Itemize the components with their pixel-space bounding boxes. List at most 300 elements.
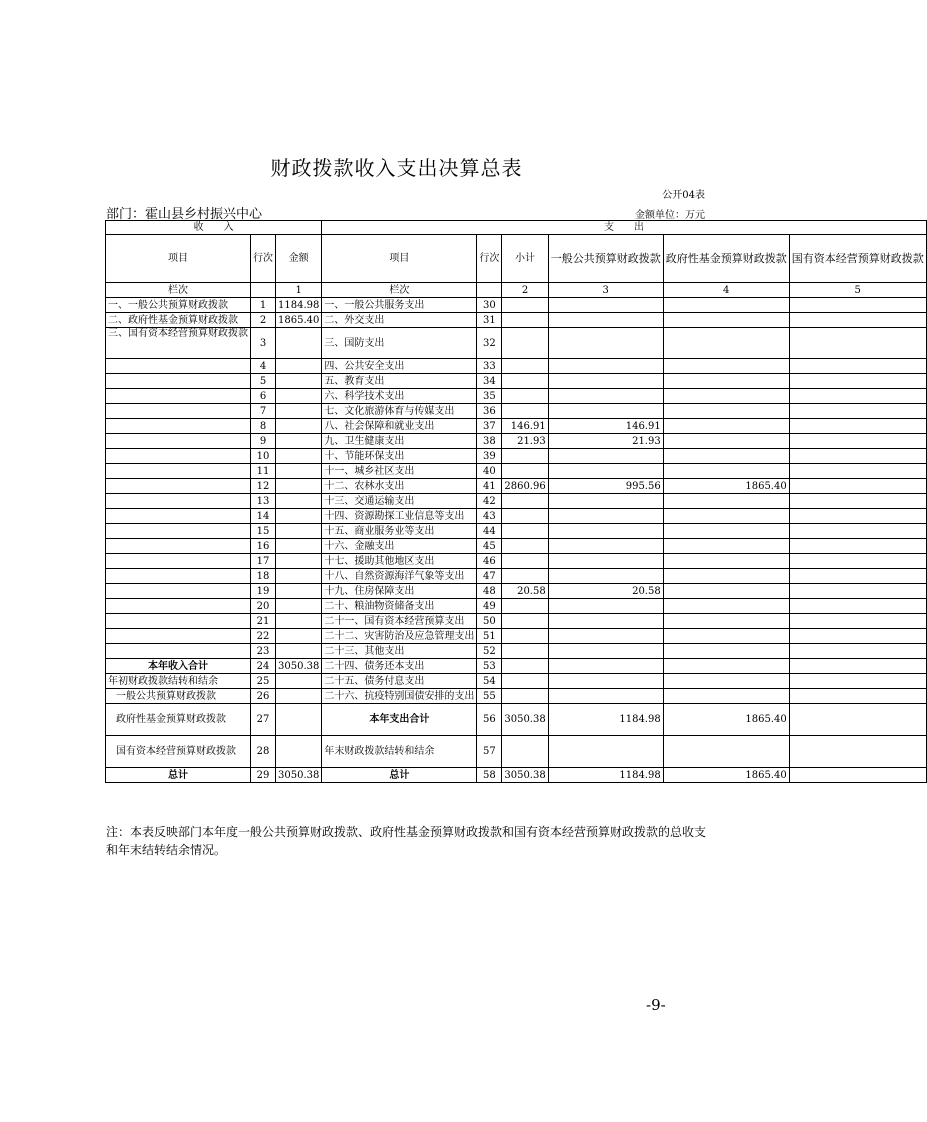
subtotal-value [502,674,548,689]
general-budget-value [548,374,663,389]
table-row [106,736,927,768]
subtotal-value [502,449,548,464]
table-row [106,494,927,509]
state-capital-value [789,674,926,689]
col-index-5: 5 [789,283,926,298]
general-budget-value [548,389,663,404]
expense-line: 53 [477,659,502,674]
income-line: 20 [251,599,276,614]
subtotal-value [502,614,548,629]
income-amount [276,494,322,509]
expense-item: 二十六、抗疫特别国债安排的支出 [322,689,477,704]
expense-item: 七、文化旅游体育与传媒支出 [322,404,477,419]
expense-item: 十七、援助其他地区支出 [322,554,477,569]
expense-header: 支 出 [322,221,926,235]
fund-budget-value: 1865.40 [663,704,789,736]
expense-line: 44 [477,524,502,539]
fund-budget-header: 政府性基金预算财政拨款 [663,235,789,283]
fund-budget-value [663,509,789,524]
state-capital-value [789,554,926,569]
table-row [106,359,927,374]
expense-item: 二十四、债务还本支出 [322,659,477,674]
expense-line: 32 [477,328,502,359]
expense-line: 54 [477,674,502,689]
fund-budget-value [663,689,789,704]
page-number: -9- [646,996,666,1014]
state-capital-value [789,509,926,524]
income-amount [276,736,322,768]
fund-budget-value [663,584,789,599]
expense-line: 36 [477,404,502,419]
subtotal-value [502,689,548,704]
table-row [106,404,927,419]
expense-line: 46 [477,554,502,569]
general-budget-value [548,449,663,464]
income-line: 25 [251,674,276,689]
subtotal-value [502,389,548,404]
expense-line: 34 [477,374,502,389]
state-capital-value [789,434,926,449]
table-row [106,328,927,359]
subtotal-value: 3050.38 [502,704,548,736]
footnote: 注：本表反映部门本年度一般公共预算财政拨款、政府性基金预算财政拨款和国有资本经营预算财政拨款的总收支和年末结转结余情况。 [106,825,707,857]
income-amount-header: 金额 [276,235,322,283]
income-item [106,524,251,539]
income-amount [276,554,322,569]
col-label-2: 栏次 [322,283,477,298]
subtotal-value [502,736,548,768]
income-amount [276,614,322,629]
general-budget-value [548,524,663,539]
income-item [106,509,251,524]
subtotal-value [502,644,548,659]
col-index-3: 3 [548,283,663,298]
income-item [106,629,251,644]
fund-budget-value [663,629,789,644]
subtotal-value: 146.91 [502,419,548,434]
subtotal-value [502,569,548,584]
subtotal-value: 21.93 [502,434,548,449]
general-budget-value [548,404,663,419]
expense-line: 48 [477,584,502,599]
fund-budget-value [663,736,789,768]
income-item [106,599,251,614]
income-line: 29 [251,768,276,783]
table-row [106,524,927,539]
general-budget-value [548,629,663,644]
expense-item: 五、教育支出 [322,374,477,389]
income-amount [276,644,322,659]
income-amount [276,479,322,494]
income-amount [276,599,322,614]
general-budget-value [548,313,663,328]
budget-table [105,220,927,783]
income-item: 年初财政拨款结转和结余 [106,674,251,689]
fund-budget-value: 1865.40 [663,768,789,783]
income-line: 27 [251,704,276,736]
income-amount [276,404,322,419]
state-capital-value [789,494,926,509]
expense-item: 一、一般公共服务支出 [322,298,477,313]
general-budget-value [548,569,663,584]
income-item [106,479,251,494]
table-row [106,554,927,569]
state-capital-value [789,404,926,419]
state-capital-value [789,464,926,479]
expense-item: 十二、农林水支出 [322,479,477,494]
fund-budget-value [663,539,789,554]
income-item: 二、政府性基金预算财政拨款 [106,313,251,328]
state-capital-value [789,569,926,584]
report-title: 财政拨款收入支出决算总表 [270,156,523,180]
state-capital-value [789,479,926,494]
income-amount [276,464,322,479]
fund-budget-value [663,554,789,569]
income-item: 政府性基金预算财政拨款 [106,704,251,736]
table-row [106,298,927,313]
department-label: 部门：霍山县乡村振兴中心 [106,207,263,222]
income-line: 15 [251,524,276,539]
expense-line: 51 [477,629,502,644]
col-index-1: 1 [276,283,322,298]
expense-item: 十六、金融支出 [322,539,477,554]
fund-budget-value [663,298,789,313]
fund-budget-value [663,389,789,404]
expense-item: 四、公共安全支出 [322,359,477,374]
table-row [106,419,927,434]
income-amount: 3050.38 [276,768,322,783]
income-line: 9 [251,434,276,449]
expense-item: 年末财政拨款结转和结余 [322,736,477,768]
expense-line: 57 [477,736,502,768]
income-item [106,539,251,554]
income-amount [276,449,322,464]
expense-line: 56 [477,704,502,736]
income-item [106,644,251,659]
table-row [106,659,927,674]
fund-budget-value [663,434,789,449]
income-item [106,434,251,449]
income-amount [276,434,322,449]
expense-line: 52 [477,644,502,659]
income-item-header: 项目 [106,235,251,283]
general-budget-value [548,689,663,704]
expense-item: 九、卫生健康支出 [322,434,477,449]
subtotal-value [502,539,548,554]
expense-item: 十三、交通运输支出 [322,494,477,509]
subtotal-value [502,374,548,389]
state-capital-value [789,389,926,404]
state-capital-header: 国有资本经营预算财政拨款 [789,235,926,283]
income-amount [276,539,322,554]
fund-budget-value [663,614,789,629]
general-budget-header: 一般公共预算财政拨款 [548,235,663,283]
expense-item: 六、科学技术支出 [322,389,477,404]
expense-item-header: 项目 [322,235,477,283]
state-capital-value [789,689,926,704]
expense-item: 十八、自然资源海洋气象等支出 [322,569,477,584]
expense-line: 50 [477,614,502,629]
table-row [106,674,927,689]
income-line: 22 [251,629,276,644]
general-budget-value: 146.91 [548,419,663,434]
general-budget-value [548,614,663,629]
general-budget-value: 21.93 [548,434,663,449]
expense-item: 二十、粮油物资储备支出 [322,599,477,614]
fund-budget-value [663,674,789,689]
income-item [106,359,251,374]
subtotal-value [502,659,548,674]
general-budget-value: 20.58 [548,584,663,599]
income-line: 12 [251,479,276,494]
income-amount [276,569,322,584]
expense-line: 31 [477,313,502,328]
state-capital-value [789,539,926,554]
expense-line: 55 [477,689,502,704]
expense-line: 33 [477,359,502,374]
column-index-row [106,283,927,298]
expense-item: 二十三、其他支出 [322,644,477,659]
expense-line: 39 [477,449,502,464]
subtotal-value [502,599,548,614]
income-line: 19 [251,584,276,599]
state-capital-value [789,313,926,328]
state-capital-value [789,704,926,736]
expense-item: 十九、住房保障支出 [322,584,477,599]
table-row [106,599,927,614]
table-row [106,449,927,464]
col-blank-2 [477,283,502,298]
expense-line: 42 [477,494,502,509]
income-line: 8 [251,419,276,434]
income-amount [276,584,322,599]
subtotal-value: 20.58 [502,584,548,599]
col-index-4: 4 [663,283,789,298]
fund-budget-value [663,464,789,479]
income-item: 一、一般公共预算财政拨款 [106,298,251,313]
general-budget-value [548,464,663,479]
expense-item: 十四、资源勘探工业信息等支出 [322,509,477,524]
income-line: 3 [251,328,276,359]
income-item [106,404,251,419]
state-capital-value [789,629,926,644]
income-amount [276,509,322,524]
table-row [106,389,927,404]
income-line: 28 [251,736,276,768]
income-amount [276,374,322,389]
income-item [106,584,251,599]
expense-item: 十一、城乡社区支出 [322,464,477,479]
state-capital-value [789,768,926,783]
expense-item: 二十五、债务付息支出 [322,674,477,689]
income-item [106,374,251,389]
income-item: 本年收入合计 [106,659,251,674]
income-line: 21 [251,614,276,629]
expense-item: 二十一、国有资本经营预算支出 [322,614,477,629]
general-budget-value: 995.56 [548,479,663,494]
fund-budget-value [663,659,789,674]
general-budget-value [548,554,663,569]
fund-budget-value [663,359,789,374]
state-capital-value [789,584,926,599]
income-amount [276,629,322,644]
income-line: 4 [251,359,276,374]
income-item [106,464,251,479]
income-line: 16 [251,539,276,554]
expense-line: 30 [477,298,502,313]
general-budget-value [548,599,663,614]
expense-item: 总计 [322,768,477,783]
expense-line: 58 [477,768,502,783]
income-line-header: 行次 [251,235,276,283]
state-capital-value [789,449,926,464]
table-row [106,539,927,554]
column-header-row [106,235,927,283]
fund-budget-value [663,524,789,539]
subtotal-value [502,509,548,524]
income-line: 5 [251,374,276,389]
income-amount: 3050.38 [276,659,322,674]
income-item: 一般公共预算财政拨款 [106,689,251,704]
table-row [106,584,927,599]
expense-line: 35 [477,389,502,404]
state-capital-value [789,599,926,614]
general-budget-value [548,644,663,659]
subtotal-value [502,404,548,419]
income-amount [276,419,322,434]
subtotal-header: 小计 [502,235,548,283]
unit-label: 金额单位：万元 [635,210,705,221]
income-line: 24 [251,659,276,674]
income-amount [276,674,322,689]
income-amount [276,689,322,704]
fund-budget-value [663,404,789,419]
subtotal-value: 3050.38 [502,768,548,783]
income-line: 1 [251,298,276,313]
fund-budget-value [663,569,789,584]
subtotal-value [502,629,548,644]
table-row [106,464,927,479]
income-header: 收 入 [106,221,322,235]
expense-line: 37 [477,419,502,434]
income-amount [276,359,322,374]
income-line: 11 [251,464,276,479]
income-amount [276,524,322,539]
subtotal-value [502,524,548,539]
table-row [106,509,927,524]
income-item: 国有资本经营预算财政拨款 [106,736,251,768]
income-amount [276,328,322,359]
income-line: 10 [251,449,276,464]
income-item: 总计 [106,768,251,783]
income-amount [276,389,322,404]
table-row [106,629,927,644]
income-line: 17 [251,554,276,569]
income-line: 18 [251,569,276,584]
state-capital-value [789,659,926,674]
form-number: 公开04表 [662,190,705,201]
state-capital-value [789,524,926,539]
state-capital-value [789,736,926,768]
income-line: 7 [251,404,276,419]
state-capital-value [789,359,926,374]
col-blank [251,283,276,298]
subtotal-value [502,359,548,374]
expense-item: 十、节能环保支出 [322,449,477,464]
table-row [106,704,927,736]
subtotal-value [502,298,548,313]
income-item [106,419,251,434]
expense-item: 十五、商业服务业等支出 [322,524,477,539]
state-capital-value [789,419,926,434]
expense-line: 47 [477,569,502,584]
income-line: 23 [251,644,276,659]
income-line: 26 [251,689,276,704]
general-budget-value [548,659,663,674]
income-item [106,389,251,404]
general-budget-value: 1184.98 [548,768,663,783]
subtotal-value [502,464,548,479]
fund-budget-value [663,313,789,328]
general-budget-value [548,674,663,689]
income-line: 2 [251,313,276,328]
income-item [106,569,251,584]
table-row [106,768,927,783]
expense-line: 45 [477,539,502,554]
expense-line: 43 [477,509,502,524]
income-amount [276,704,322,736]
general-budget-value [548,359,663,374]
general-budget-value [548,539,663,554]
section-header-row [106,221,927,235]
expense-line: 41 [477,479,502,494]
table-row [106,644,927,659]
income-line: 13 [251,494,276,509]
general-budget-value: 1184.98 [548,704,663,736]
income-line: 14 [251,509,276,524]
expense-item: 本年支出合计 [322,704,477,736]
table-row [106,434,927,449]
state-capital-value [789,298,926,313]
fund-budget-value [663,419,789,434]
expense-line: 38 [477,434,502,449]
state-capital-value [789,644,926,659]
income-amount: 1184.98 [276,298,322,313]
subtotal-value [502,313,548,328]
state-capital-value [789,614,926,629]
col-label: 栏次 [106,283,251,298]
income-item [106,449,251,464]
general-budget-value [548,494,663,509]
table-row [106,569,927,584]
income-amount: 1865.40 [276,313,322,328]
income-item [106,554,251,569]
fund-budget-value [663,599,789,614]
expense-line: 40 [477,464,502,479]
fund-budget-value [663,449,789,464]
table-row [106,689,927,704]
table-row [106,479,927,494]
fund-budget-value [663,328,789,359]
expense-item: 二十二、灾害防治及应急管理支出 [322,629,477,644]
expense-item: 八、社会保障和就业支出 [322,419,477,434]
income-item: 三、国有资本经营预算财政拨款 [106,328,251,359]
general-budget-value [548,509,663,524]
income-item [106,494,251,509]
table-row [106,374,927,389]
fund-budget-value [663,374,789,389]
fund-budget-value: 1865.40 [663,479,789,494]
